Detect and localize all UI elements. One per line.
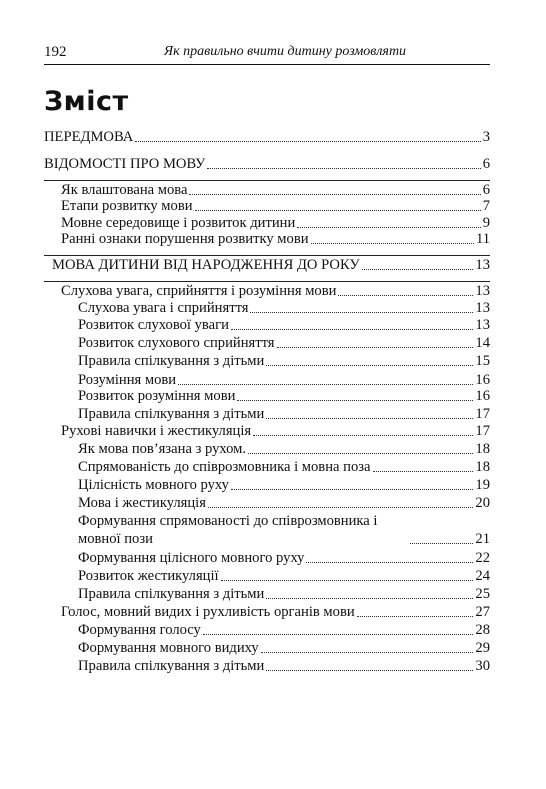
toc-dot-leader [266, 418, 473, 419]
toc-dot-leader [237, 400, 473, 401]
toc-dot-leader [266, 598, 473, 599]
toc-page-number: 20 [475, 495, 490, 511]
toc-dot-leader [261, 652, 474, 653]
toc-entry-title: Слухова увага, сприйняття і розуміння мови [61, 283, 337, 299]
running-title: Як правильно вчити дитину розмовляти [163, 44, 407, 59]
toc-page-number: 14 [475, 335, 490, 351]
toc-page-number: 24 [475, 568, 490, 584]
toc-page-number: 25 [475, 586, 490, 602]
toc-section-entry [44, 128, 490, 146]
toc-page-number: 22 [475, 550, 490, 566]
toc-dot-leader [362, 269, 474, 270]
toc-page-number: 29 [475, 640, 490, 656]
toc-page-number: 19 [475, 477, 490, 493]
toc-dot-leader [357, 616, 474, 617]
toc-section-entry [52, 256, 490, 274]
toc-dot-leader [135, 141, 480, 142]
toc-entry-title: Розвиток жестикуляції [78, 568, 219, 584]
toc-dot-leader [277, 347, 474, 348]
toc-entry-title: Формування спрямованості до співрозмовника і мовної пози [78, 513, 378, 547]
toc-page-number: 6 [482, 182, 490, 198]
toc-dot-leader [266, 365, 473, 366]
toc-entry-title: Формування голосу [78, 622, 201, 638]
toc-page-number: 17 [475, 423, 490, 439]
toc-entry-title: Мова і жестикуляція [78, 495, 206, 511]
toc-dot-leader [373, 471, 474, 472]
toc-entry [78, 458, 490, 476]
toc-entry [61, 197, 490, 215]
toc-page-number: 21 [475, 531, 490, 547]
toc-entry-title: Розуміння мови [78, 372, 177, 388]
toc-page-number: 6 [482, 156, 490, 172]
toc-entry [78, 585, 490, 603]
toc-entry-title: Як мова пов’язана з рухом. [78, 441, 247, 457]
toc-entry-title: Ранні ознаки порушення розвитку мови [61, 231, 309, 247]
toc-dot-leader [207, 168, 480, 169]
toc-entry-title: Правила спілкування з дітьми [78, 658, 265, 674]
toc-dot-leader [306, 562, 473, 563]
toc-entry [78, 476, 490, 494]
toc-page-number: 30 [475, 658, 490, 674]
toc-entry-title: Слухова увага і сприйняття [78, 300, 249, 316]
page-number: 192 [44, 44, 67, 60]
toc-page-number: 13 [475, 317, 490, 333]
toc-page-number: 7 [482, 198, 490, 214]
toc-entry-title: МОВА ДИТИНИ ВІД НАРОДЖЕННЯ ДО РОКУ [52, 257, 360, 273]
toc-entry [61, 230, 490, 248]
toc-entry-title: Мовне середовище і розвиток дитини [61, 215, 296, 231]
toc-page-number: 18 [475, 459, 490, 475]
toc-dot-leader [266, 670, 473, 671]
toc-section-entry [44, 155, 490, 173]
toc-dot-leader [231, 489, 473, 490]
toc-entry-title: Етапи розвитку мови [61, 198, 193, 214]
toc-entry [78, 352, 490, 370]
toc-page-number: 28 [475, 622, 490, 638]
toc-dot-leader [248, 453, 473, 454]
toc-entry [78, 639, 490, 657]
toc-heading: Зміст [44, 86, 129, 117]
toc-entry [78, 299, 490, 317]
toc-entry [61, 422, 490, 440]
toc-page-number: 13 [475, 257, 490, 273]
toc-entry-title: Розвиток слухового сприйняття [78, 335, 275, 351]
toc-dot-leader [208, 507, 473, 508]
toc-entry-title: Розвиток розуміння мови [78, 388, 236, 404]
toc-entry-title: ПЕРЕДМОВА [44, 129, 134, 145]
toc-entry [78, 621, 490, 639]
toc-page-number: 11 [475, 231, 490, 247]
toc-entry [78, 387, 490, 405]
toc-entry-title: Цілісність мовного руху [78, 477, 229, 493]
toc-entry-title: Формування мовного видиху [78, 640, 259, 656]
toc-entry-title: Як влаштована мова [61, 182, 188, 198]
toc-dot-leader [311, 243, 474, 244]
toc-page-number: 16 [475, 388, 490, 404]
toc-entry [61, 603, 490, 621]
toc-entry-title: Формування цілісного мовного руху [78, 550, 305, 566]
toc-entry [78, 657, 490, 675]
toc-entry [78, 494, 490, 512]
toc-dot-leader [250, 312, 473, 313]
toc-entry [61, 282, 490, 300]
toc-page-number: 13 [475, 283, 490, 299]
toc-entry-title: Правила спілкування з дітьми [78, 353, 265, 369]
toc-entry-title: Спрямованість до співрозмовника і мовна поза [78, 459, 371, 475]
toc-entry [78, 567, 490, 585]
toc-entry-title: Розвиток слухової уваги [78, 317, 229, 333]
toc-entry [78, 549, 490, 567]
toc-dot-leader [178, 384, 473, 385]
toc-entry-title: Голос, мовний видих і рухливість органів мови [61, 604, 355, 620]
toc-page-number: 27 [475, 604, 490, 620]
toc-dot-leader [203, 634, 474, 635]
toc-page-number: 3 [482, 129, 490, 145]
toc-page-number: 18 [475, 441, 490, 457]
toc-page-number: 16 [475, 372, 490, 388]
toc-entry-title: ВІДОМОСТІ ПРО МОВУ [44, 156, 206, 172]
toc-page-number: 15 [475, 353, 490, 369]
toc-entry-title: Правила спілкування з дітьми [78, 406, 265, 422]
toc-entry [78, 316, 490, 334]
toc-dot-leader [253, 435, 473, 436]
toc-dot-leader [410, 543, 473, 544]
toc-dot-leader [189, 194, 480, 195]
toc-dot-leader [297, 227, 480, 228]
toc-page-number: 17 [475, 406, 490, 422]
toc-dot-leader [338, 295, 473, 296]
toc-entry-title: Рухові навички і жестикуляція [61, 423, 252, 439]
toc-dot-leader [195, 210, 481, 211]
toc-dot-leader [221, 580, 474, 581]
toc-entry-title: Правила спілкування з дітьми [78, 586, 265, 602]
toc-dot-leader [231, 329, 474, 330]
toc-entry [78, 440, 490, 458]
toc-page-number: 13 [475, 300, 490, 316]
toc-page-number: 9 [482, 215, 490, 231]
toc-entry [78, 334, 490, 352]
toc-entry [78, 512, 490, 548]
toc-entry [78, 405, 490, 423]
